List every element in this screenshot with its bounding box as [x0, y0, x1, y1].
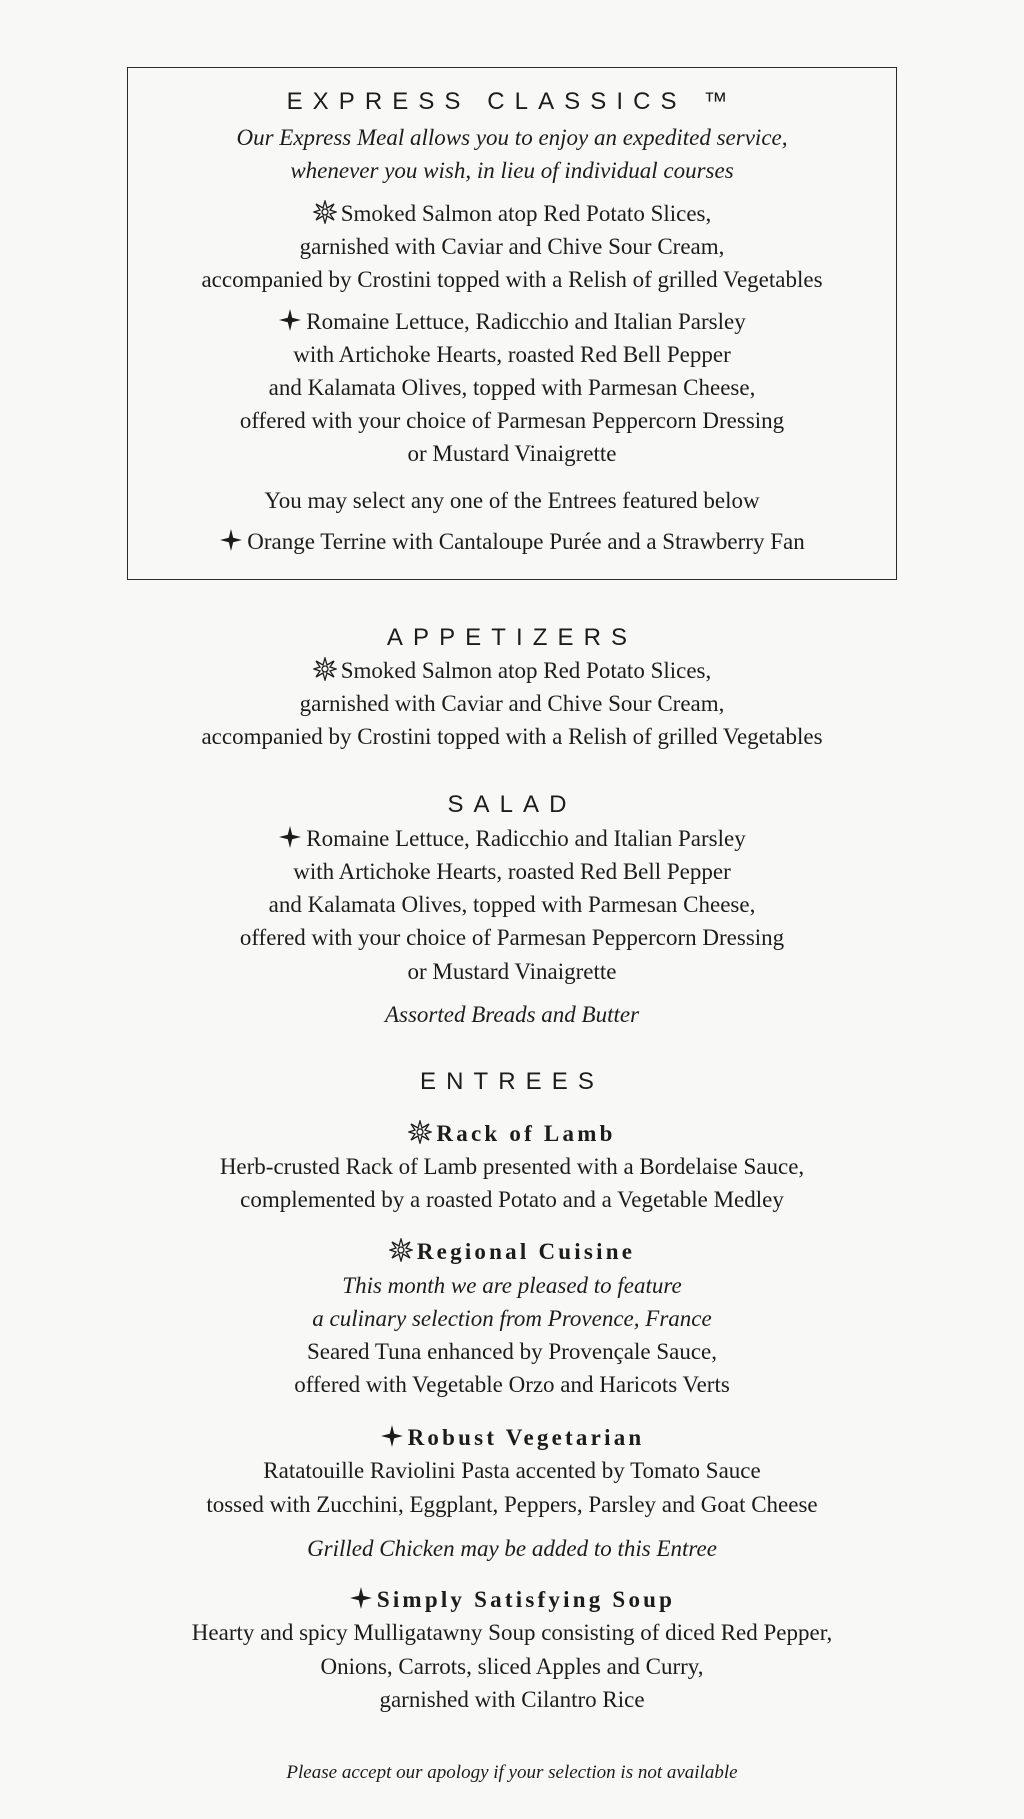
- vegetarian-note: Grilled Chicken may be added to this Entree: [307, 1536, 717, 1561]
- lamb-desc-line-2: complemented by a roasted Potato and a Vegetable Medley: [240, 1187, 784, 1212]
- soup-title-line: [0, 1585, 1024, 1615]
- appetizers-line-3: accompanied by Crostini topped with a Relish of grilled Vegetables: [201, 724, 823, 749]
- salad-line-3: and Kalamata Olives, topped with Parmesan Cheese,: [268, 892, 756, 917]
- appetizers-line-2: garnished with Caviar and Chive Sour Cream,: [299, 691, 725, 716]
- salad-text-1: Romaine Lettuce, Radicchio and Italian Parsley: [306, 826, 746, 851]
- soup-name: Simply Satisfying Soup: [376, 1587, 676, 1612]
- four-point-star-icon: [278, 308, 302, 332]
- express-item1-line-2: garnished with Caviar and Chive Sour Cream,: [299, 234, 725, 259]
- four-point-star-icon: [349, 1586, 373, 1610]
- vegetarian-desc-line-2: tossed with Zucchini, Eggplant, Peppers, Parsley and Goat Cheese: [206, 1492, 818, 1517]
- appetizers-text-1: Smoked Salmon atop Red Potato Slices,: [340, 658, 712, 683]
- salad-line-1: [0, 824, 1024, 854]
- salad-line-5: or Mustard Vinaigrette: [407, 959, 617, 984]
- express-dessert-text: Orange Terrine with Cantaloupe Purée and a Strawberry Fan: [247, 529, 805, 554]
- four-point-star-icon: [278, 825, 302, 849]
- express-item1-line-3: accompanied by Crostini topped with a Relish of grilled Vegetables: [201, 267, 823, 292]
- four-point-star-icon: [219, 528, 243, 552]
- four-point-star-icon: [380, 1424, 404, 1448]
- vegetarian-name: Robust Vegetarian: [407, 1425, 645, 1450]
- express-classics-title: EXPRESS CLASSICS ™: [286, 88, 738, 115]
- regional-name: Regional Cuisine: [416, 1239, 636, 1264]
- soup-desc-line-2: Onions, Carrots, sliced Apples and Curry,: [320, 1654, 704, 1679]
- vegetarian-title-line: [0, 1423, 1024, 1453]
- lamb-title-line: [0, 1119, 1024, 1149]
- express-entree-note: You may select any one of the Entrees featured below: [264, 488, 760, 513]
- express-subtitle-line-1: Our Express Meal allows you to enjoy an expedited service,: [236, 125, 788, 150]
- lamb-name: Rack of Lamb: [436, 1121, 616, 1146]
- regional-intro-line-1: This month we are pleased to feature: [342, 1273, 682, 1298]
- starburst-icon: [313, 200, 337, 224]
- starburst-icon: [313, 657, 337, 681]
- express-item1-text-1: Smoked Salmon atop Red Potato Slices,: [340, 201, 712, 226]
- express-item1-line-1: [0, 199, 1024, 229]
- starburst-icon: [389, 1238, 413, 1262]
- express-item2-line-2: with Artichoke Hearts, roasted Red Bell Pepper: [293, 342, 731, 367]
- salad-line-2: with Artichoke Hearts, roasted Red Bell Pepper: [293, 859, 731, 884]
- salad-title: SALAD: [447, 791, 577, 818]
- soup-desc-line-3: garnished with Cilantro Rice: [379, 1687, 645, 1712]
- vegetarian-desc-line-1: Ratatouille Raviolini Pasta accented by Tomato Sauce: [263, 1458, 761, 1483]
- express-item2-line-1: [0, 307, 1024, 337]
- salad-line-4: offered with your choice of Parmesan Peppercorn Dressing: [239, 925, 785, 950]
- express-item2-line-3: and Kalamata Olives, topped with Parmesan Cheese,: [268, 375, 756, 400]
- salad-breads: Assorted Breads and Butter: [384, 1002, 640, 1027]
- regional-desc-line-2: offered with Vegetable Orzo and Haricots Verts: [294, 1372, 730, 1397]
- soup-desc-line-1: Hearty and spicy Mulligatawny Soup consisting of diced Red Pepper,: [191, 1620, 833, 1645]
- footer-apology: Please accept our apology if your selection is not available: [286, 1762, 738, 1783]
- express-item2-text-1: Romaine Lettuce, Radicchio and Italian Parsley: [306, 309, 746, 334]
- regional-desc-line-1: Seared Tuna enhanced by Provençale Sauce,: [306, 1339, 718, 1364]
- express-item2-line-5: or Mustard Vinaigrette: [407, 441, 617, 466]
- entrees-title: ENTREES: [420, 1068, 604, 1095]
- appetizers-title: APPETIZERS: [386, 624, 638, 651]
- appetizers-line-1: [0, 656, 1024, 686]
- lamb-desc-line-1: Herb-crusted Rack of Lamb presented with a Bordelaise Sauce,: [219, 1154, 805, 1179]
- express-item2-line-4: offered with your choice of Parmesan Peppercorn Dressing: [239, 408, 785, 433]
- express-subtitle-line-2: whenever you wish, in lieu of individual courses: [290, 158, 734, 183]
- regional-title-line: [0, 1237, 1024, 1267]
- starburst-icon: [408, 1120, 432, 1144]
- express-dessert-line: [0, 527, 1024, 557]
- regional-intro-line-2: a culinary selection from Provence, France: [312, 1306, 712, 1331]
